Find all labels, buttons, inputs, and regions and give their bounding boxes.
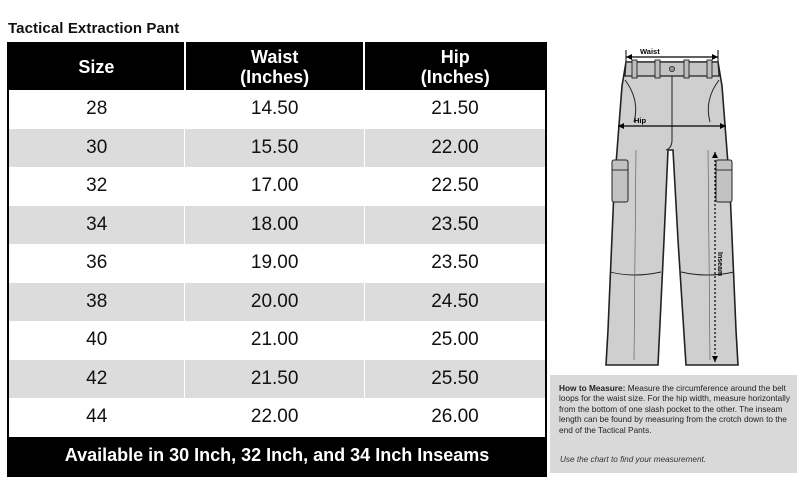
size-cell: 30: [8, 129, 185, 168]
page-title: Tactical Extraction Pant: [8, 20, 180, 37]
header-waist-unit: (Inches): [240, 67, 310, 87]
table-row: [8, 206, 546, 245]
table-row: [8, 90, 546, 129]
hip-cell: 25.00: [364, 321, 546, 360]
hip-cell: 22.50: [364, 167, 546, 206]
hip-label: Hip: [634, 116, 647, 125]
waist-label: Waist: [640, 47, 660, 56]
table-row: [8, 283, 546, 322]
header-hip-unit: (Inches): [420, 67, 490, 87]
table-row: [8, 129, 546, 168]
hip-cell: 23.50: [364, 206, 546, 245]
size-cell: 42: [8, 360, 185, 399]
pants-silhouette: [606, 60, 738, 365]
hip-cell: 24.50: [364, 283, 546, 322]
hip-cell: 26.00: [364, 398, 546, 437]
header-hip: [364, 43, 546, 90]
waist-cell: 19.00: [185, 244, 365, 283]
waist-cell: 18.00: [185, 206, 365, 245]
size-cell: 34: [8, 206, 185, 245]
hip-cell: 23.50: [364, 244, 546, 283]
inseam-label: Inseam: [716, 252, 723, 277]
size-cell: 40: [8, 321, 185, 360]
size-cell: 38: [8, 283, 185, 322]
table-row: [8, 321, 546, 360]
hip-cell: 22.00: [364, 129, 546, 168]
header-waist-label: Waist: [251, 47, 299, 67]
waist-cell: 14.50: [185, 90, 365, 129]
waist-cell: 22.00: [185, 398, 365, 437]
waist-cell: 21.50: [185, 360, 365, 399]
pants-measurement-diagram: [560, 40, 800, 380]
table-header-row: [8, 43, 546, 90]
table-row: [8, 360, 546, 399]
waist-cell: 15.50: [185, 129, 365, 168]
inseam-note-row: [8, 437, 546, 476]
waist-cell: 21.00: [185, 321, 365, 360]
size-cell: 36: [8, 244, 185, 283]
header-waist: [185, 43, 365, 90]
hip-cell: 21.50: [364, 90, 546, 129]
how-to-measure-label: How to Measure:: [559, 383, 626, 393]
waist-cell: 20.00: [185, 283, 365, 322]
hip-cell: 25.50: [364, 360, 546, 399]
size-cell: 28: [8, 90, 185, 129]
table-row: [8, 167, 546, 206]
size-cell: 32: [8, 167, 185, 206]
how-to-measure-panel: [550, 375, 797, 473]
how-to-measure-footnote: Use the chart to find your measurement.: [560, 454, 707, 464]
size-cell: 44: [8, 398, 185, 437]
size-chart-table: [7, 42, 547, 477]
inseam-availability-note: Available in 30 Inch, 32 Inch, and 34 Inch Inseams: [8, 437, 546, 476]
table-row: [8, 398, 546, 437]
header-size: Size: [8, 43, 185, 90]
header-hip-label: Hip: [440, 47, 470, 67]
waist-cell: 17.00: [185, 167, 365, 206]
table-row: [8, 244, 546, 283]
how-to-measure-text: Measure the circumference around the belt loops for the waist size. For the hip width, measure horizontally from the bottom of one slash pocket to the other. The inseam length can be found by measuring from the crotch down to the end of the Tactical Pants.: [559, 383, 791, 435]
